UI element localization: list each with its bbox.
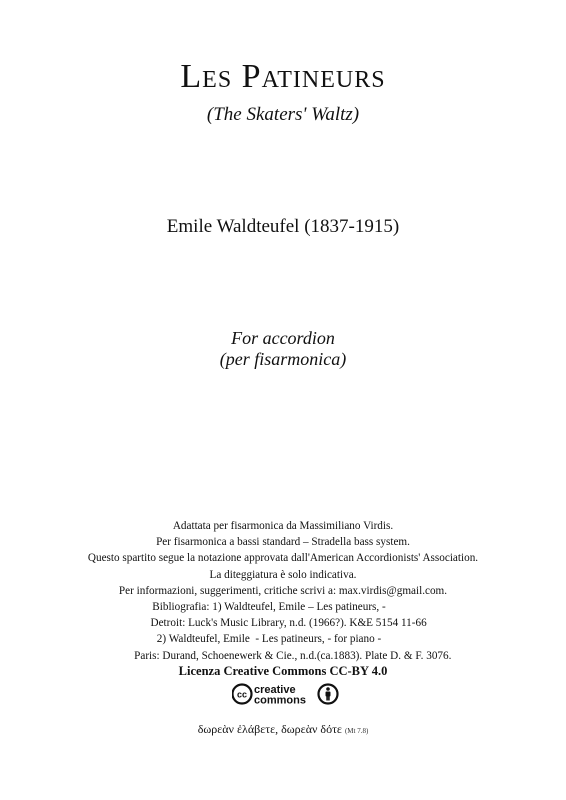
motto	[0, 722, 566, 737]
cc-logo-text-top: creative	[254, 684, 296, 696]
svg-text:cc: cc	[236, 689, 248, 700]
note-line: Questo spartito segue la notazione approvata dall'American Accordionists' Association.	[87, 552, 479, 565]
score-title: Les Patineurs	[180, 58, 386, 95]
motto-reference: (Mt 7.8)	[344, 727, 369, 735]
note-line: Per fisarmonica a bassi standard – Stradella bass system.	[156, 536, 410, 549]
bibliography-line: 2) Waldteufel, Emile - Les patineurs, - for piano -	[156, 633, 410, 646]
note-line: Per informazioni, suggerimenti, critiche scrivi a: max.virdis@gmail.com.	[118, 584, 448, 597]
composer-name: Emile Waldteufel (1837-1915)	[166, 216, 400, 237]
creative-commons-logo[interactable]	[232, 682, 342, 706]
score-subtitle: (The Skaters' Waltz)	[206, 104, 360, 125]
note-line: La diteggiatura è solo indicativa.	[209, 568, 357, 581]
cc-logo-icon	[232, 682, 342, 706]
license-label: Licenza Creative Commons CC-BY 4.0	[178, 664, 388, 678]
notes-block	[0, 518, 566, 664]
cc-logo-text-bottom: commons	[254, 694, 306, 706]
bibliography-line: Bibliografia: 1) Waldteufel, Emile – Les patineurs, -	[152, 601, 414, 614]
bibliography-line: Detroit: Luck's Music Library, n.d. (1966?). K&E 5154 11-66	[139, 617, 427, 630]
bibliography-line: Paris: Durand, Schoenewerk & Cie., n.d.(ca.1883). Plate D. & F. 3076.	[114, 649, 452, 662]
motto-text: δωρεὰν ἐλάβετε, δωρεὰν δότε	[197, 722, 342, 736]
note-line: Adattata per fisarmonica da Massimiliano Virdis.	[172, 520, 394, 532]
instrument-line: For accordion	[231, 328, 335, 348]
instrument-line-italian: (per fisarmonica)	[219, 349, 347, 369]
